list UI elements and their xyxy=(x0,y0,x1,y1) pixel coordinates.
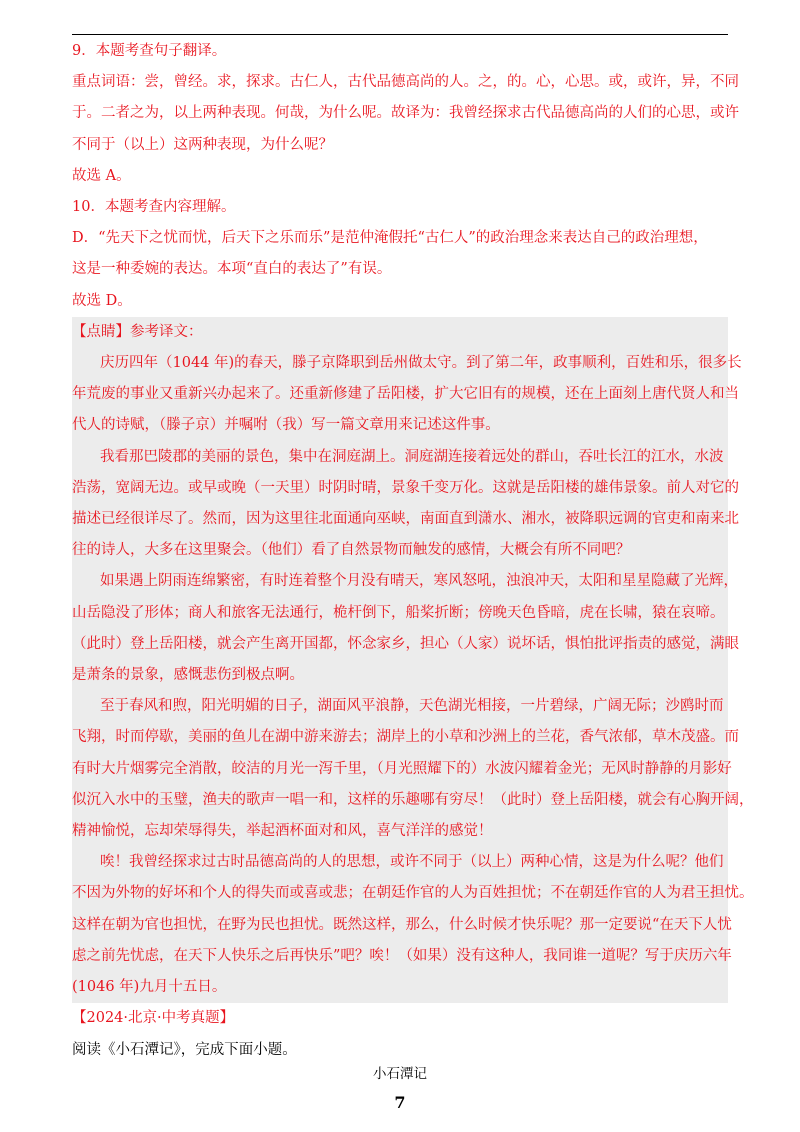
heading-bracket: 【点睛】 xyxy=(72,323,130,340)
text-line: 故选 D。 xyxy=(72,292,132,309)
text-line: 庆历四年（1044 年)的春天，滕子京降职到岳州做太守。到了第二年，政事顺利，百姓和乐，很多长 xyxy=(100,355,742,372)
translation-paragraph xyxy=(72,442,739,567)
header-rule xyxy=(72,34,728,35)
translation-paragraph xyxy=(72,847,754,1003)
text-line: 唉！我曾经探求过古时品德高尚的人的思想，或许不同于（以上）两种心情，这是为什么呢？他们 xyxy=(100,854,724,871)
text-line: 我看那巴陵郡的美丽的景色，集中在洞庭湖上。洞庭湖连接着远处的群山，吞吐长江的江水，水波 xyxy=(100,448,724,465)
text-line: 往的诗人，大多在这里聚会。（他们）看了自然景物而触发的感情，大概会有所不同吧？ xyxy=(72,542,631,559)
text-line: 至于春风和煦，阳光明媚的日子，湖面风平浪静，天色湖光相接，一片碧绿，广阔无际；沙鸥时而 xyxy=(100,698,724,715)
translation-paragraph xyxy=(72,348,742,442)
text-line: 10．本题考查内容理解。 xyxy=(72,199,236,216)
reading-instruction: 阅读《小石潭记》，完成下面小题。 xyxy=(72,1041,297,1058)
text-line: 9．本题考查句子翻译。 xyxy=(72,43,227,59)
text-line: 年荒废的事业又重新兴办起来了。还重新修建了岳阳楼，扩大它旧有的规模，还在上面刻上唐代贤人和当 xyxy=(72,386,739,403)
passage-title: 小石潭记 xyxy=(373,1066,427,1082)
translation-block xyxy=(72,317,754,1003)
translation-heading xyxy=(72,317,728,348)
text-line: 这是一种委婉的表达。本项“直白的表达了”有误。 xyxy=(72,261,392,278)
translation-paragraph xyxy=(72,566,739,691)
heading-text: 参考译文： xyxy=(130,323,203,340)
q10-answer xyxy=(72,192,728,317)
text-line: 于。二者之为，以上两种表现。何哉，为什么呢。故译为：我曾经探求古代品德高尚的人们的心思，或许 xyxy=(72,105,739,122)
text-line: 这样在朝为官也担忧，在野为民也担忧。既然这样，那么，什么时候才快乐呢？那一定要说“在天下人忧 xyxy=(72,916,732,933)
q9-answer xyxy=(72,36,739,192)
text-line: 重点词语：尝，曾经。求，探求。古仁人，古代品德高尚的人。之，的。心，心思。或，或许，异，不同 xyxy=(72,74,739,91)
text-line: 不因为外物的好坏和个人的得失而或喜或悲；在朝廷作官的人为百姓担忧；不在朝廷作官的人为君王担忧。 xyxy=(72,885,754,902)
text-line: 似沉入水中的玉璧，渔夫的歌声一唱一和，这样的乐趣哪有穷尽！（此时）登上岳阳楼，就会有心胸开阔， xyxy=(72,791,754,808)
text-line: 浩荡，宽阔无边。或早或晚（一天里）时阴时晴，景象千变万化。这就是岳阳楼的雄伟景象。前人对它的 xyxy=(72,479,739,496)
text-line: 虑之前先忧虑，在天下人快乐之后再快乐”吧？唉！（如果）没有这种人，我同谁一道呢？写于庆历六年 xyxy=(72,947,732,964)
page-content xyxy=(72,36,754,1066)
text-line: 精神愉悦，忘却荣辱得失，举起酒杯面对和风，喜气洋洋的感觉！ xyxy=(72,823,493,840)
text-line: （此时）登上岳阳楼，就会产生离开国都，怀念家乡，担心（人家）说坏话，惧怕批评指责的感觉，满眼 xyxy=(72,635,739,652)
text-line: 有时大片烟雾完全消散，皎洁的月光一泻千里，（月光照耀下的）水波闪耀着金光；无风时静静的月影好 xyxy=(72,760,732,777)
text-line: 山岳隐没了形体；商人和旅客无法通行，桅杆倒下，船桨折断；傍晚天色昏暗，虎在长啸，猿在哀啼。 xyxy=(72,604,725,621)
translation-paragraph xyxy=(72,691,754,847)
text-line: (1046 年)九月十五日。 xyxy=(72,979,227,996)
text-line: 代人的诗赋，（滕子京）并嘱咐（我）写一篇文章用来记述这件事。 xyxy=(72,417,500,434)
text-line: 故选 A。 xyxy=(72,167,131,184)
text-line: 如果遇上阴雨连绵繁密，有时连着整个月没有晴天，寒风怒吼，浊浪冲天，太阳和星星隐藏了光辉， xyxy=(100,573,738,590)
text-line: 飞翔，时而停歇，美丽的鱼儿在湖中游来游去；湖岸上的小草和沙洲上的兰花，香气浓郁，草木茂盛。而 xyxy=(72,729,739,746)
text-line: D．“先天下之忧而忧，后天下之乐而乐”是范仲淹假托“古仁人”的政治理念来表达自己的政治理想， xyxy=(72,230,708,247)
text-line: 不同于（以上）这两种表现，为什么呢？ xyxy=(72,136,333,153)
text-line: 描述已经很详尽了。然而，因为这里往北面通向巫峡，南面直到潇水、湘水，被降职远调的官吏和南来北 xyxy=(72,511,739,528)
exam-source-tag: 【2024·北京·中考真题】 xyxy=(72,1010,235,1027)
text-line: 是萧条的景象，感慨悲伤到极点啊。 xyxy=(72,667,304,684)
page-number: 7 xyxy=(394,1093,406,1112)
